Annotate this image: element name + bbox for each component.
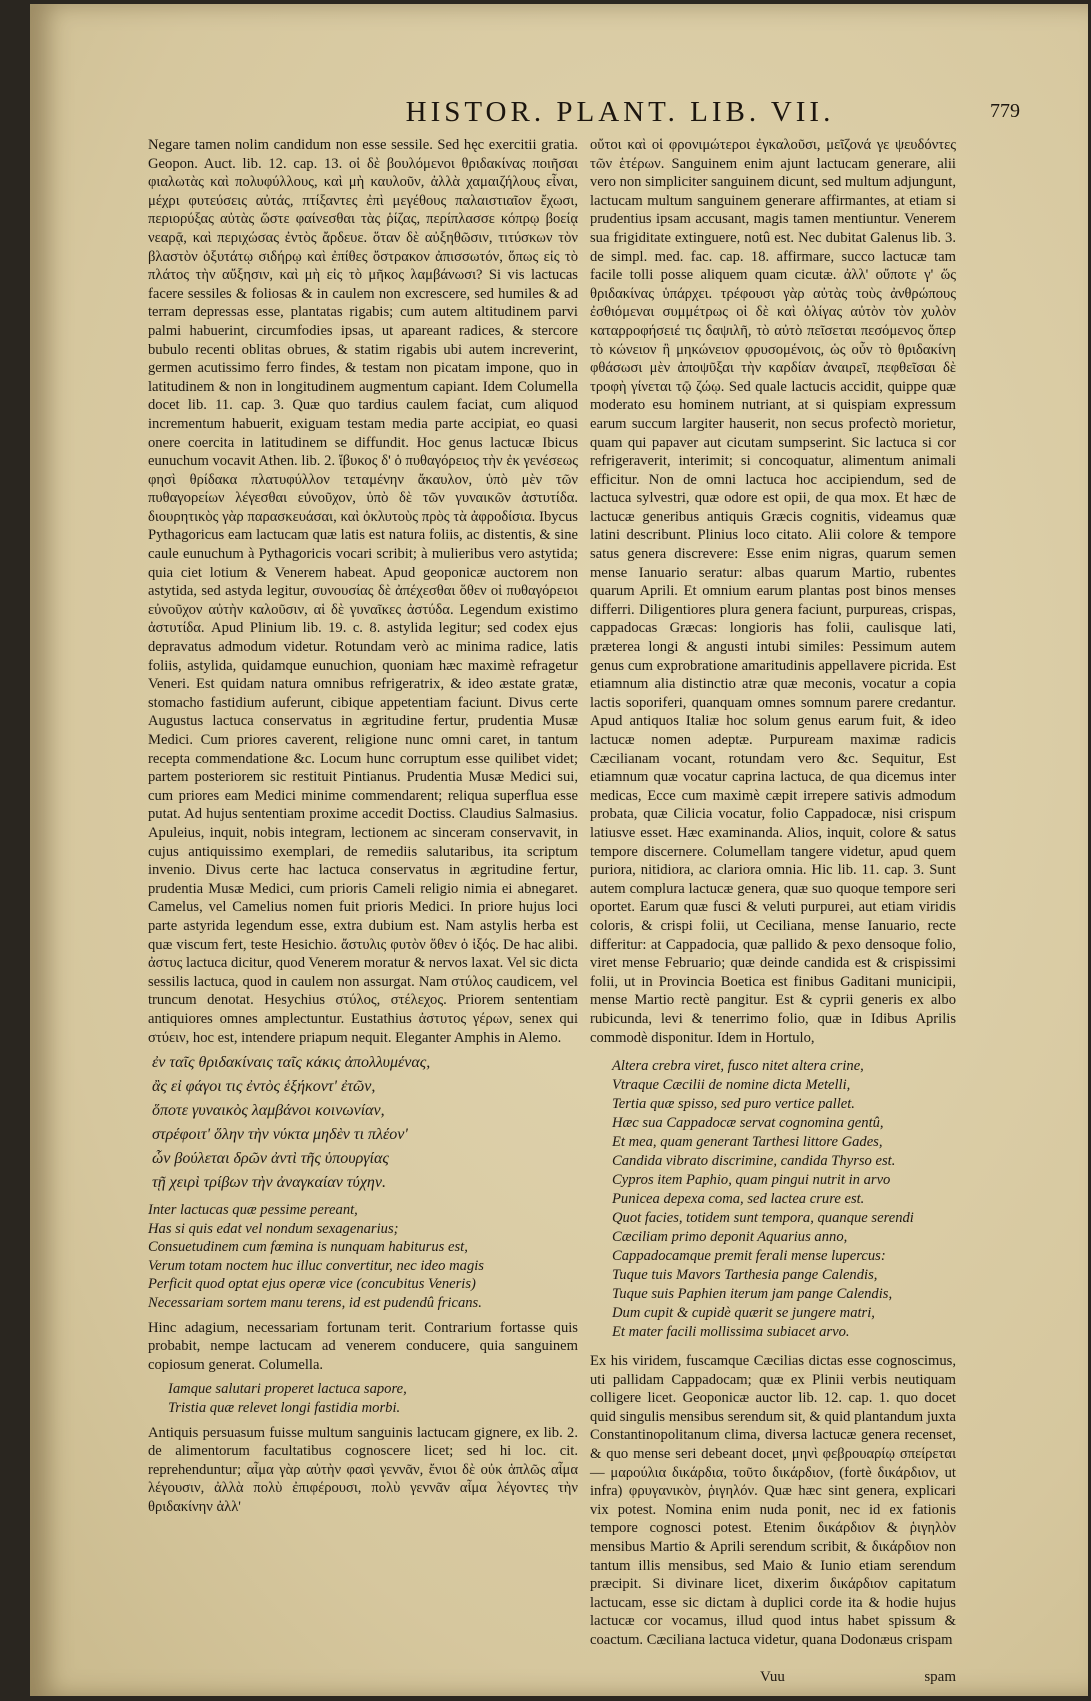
verse-line: τῇ χειρὶ τρίβων τὴν ἀναγκαίαν τύχην.: [152, 1174, 386, 1192]
book-page: [30, 4, 1088, 1696]
verse-line: Verum totam noctem huc illuc convertitur, nec ideo magis: [148, 1257, 484, 1274]
verse-line: Et mea, quam generant Tarthesi littore Gades,: [612, 1134, 883, 1151]
verse-line: Dum cupit & cupidè quærit se jungere matri,: [612, 1305, 875, 1322]
verse-line: Hæc sua Cappadocæ servat cognomina gentû,: [612, 1115, 884, 1132]
verse-line: Cæciliam primo deponit Aquarius anno,: [612, 1229, 848, 1246]
latin-verse: [148, 1201, 578, 1313]
verse-line: Inter lactucas quæ pessime pereant,: [148, 1202, 358, 1219]
verse-line: Tristia quæ relevet longi fastidia morbi.: [168, 1400, 401, 1417]
verse-line: Tuque suis Paphien iterum jam pange Calendis,: [612, 1286, 893, 1303]
page-footer: [590, 1669, 956, 1689]
verse-line: Quot facies, totidem sunt tempora, quanque serendi: [612, 1210, 914, 1227]
verse-line: Has si quis edat vel nondum sexagenarius;: [148, 1220, 399, 1237]
verse-line: ὅποτε γυναικὸς λαμβάνοι κοινωνίαν,: [152, 1102, 385, 1120]
verse-line: στρέφοιτ' ὅλην τὴν νύκτα μηδὲν τι πλέον': [152, 1126, 408, 1144]
verse-line: Tuque tuis Mavors Tarthesia pange Calendis,: [612, 1267, 878, 1284]
verse-line: Et mater facili mollissima subiacet arvo.: [612, 1324, 850, 1341]
catchword: spam: [924, 1669, 956, 1685]
columella-verse: [168, 1380, 578, 1417]
signature-mark: Vuu: [760, 1669, 785, 1685]
verse-line: Vtraque Cæcilii de nomine dicta Metelli,: [612, 1077, 851, 1094]
left-column: [148, 136, 578, 1517]
verse-line: Punicea depexa coma, sed lactea crure est.: [612, 1191, 865, 1208]
verse-line: Necessariam sortem manu terens, id est pudendû fricans.: [148, 1295, 482, 1312]
left-paragraph: Negare tamen nolim candidum non esse sessile. Sed hęc exercitii gratia. Geopon. Auct. lib. 12. cap. 13. οἱ δὲ βουλόμενοι θριδακίνας ποιῆσαι φιαλωτὰς καὶ πολυφύλλους, καὶ μὴ καυλοῦν, ἀλλὰ χαμαιζήλους εἶναι, μέχρι φυτεύσεις αὐτάς, πτίξαντες ἐπὶ μεγέθους παλαιστιαῖον ἔχωσι, περιορύξας αὐτὰς ὥστε φαίνεσθαι τὰς ῥίζας, περίπλασσε κόπρῳ βοείᾳ νεαρᾷ, καὶ περιχώσας ἐντὸς ἄρδευε. ὅταν δὲ αὐξηθῶσιν, τιτύσκων τὸν βλαστὸν ὀξυτάτῳ σιδήρῳ καὶ ἐπίθες ὄστρακον ἀπισσωτόν, ὅπως εἰς τὸ πλάτος τὴν αὔξησιν, καὶ μὴ εἰς τὸ μῆκος λαμβάνωσι? Si vis lactucas facere sessiles & foliosas & in caulem non excrescere, sed humiles & ad terram depressas esse, plantatas rigabis; cum autem altitudinem parvi palmi habuerint, circumfodies ipsas, ut apareant radices, & stercore bubulo recenti oblitas obrues, & statim rigabis ubi autem increverint, germen acutissimo ferro findes, & testam non picatam impone, quo in latitudinem & non in longitudinem augmentum capiant. Idem Columella docet lib. 11. cap. 3. Quæ quo tardius caulem faciat, cum aliquod incrementum habuerit, exiguam testam media parte accipiat, eo quasi onere coercita in latitudinem se diffundit. Hoc genus lactucæ Ibicus eunuchum vocavit Athen. lib. 2. ἴβυκος δ' ὁ πυθαγόρειος τὴν ἐκ γενέσεως φησὶ θρίδακα πλατυφύλλον τεταμένην ἄκαυλον, ὑπὸ μὲν τῶν πυθαγορείων λέγεσθαι εὐνοῦχον, ὑπὸ δὲ τῶν γυναικῶν ἀστυτίδα. διουρητικὸς γὰρ παρασκευάσαι, καὶ ὀκλυτοὺς πρὸς τὰ ἀφροδίσια. Ibycus Pythagoricus eam lactucam quæ latis est natura foliis, ac distentis, & sine caule eunuchum à Pythagoricis vocari scribit; à mulieribus vero astytida; quia ciet lotium & Venerem habeat. Apud geoponicæ auctorem non astytida, sed astyda legitur, συνουσίας δὲ ἀπέχεσθαι ὅθεν οἱ πυθαγόρειοι εὐνοῦχον αὐτὴν καλοῦσιν, αἱ δὲ γυναῖκες ἀστύδα. Legendum existimo ἀστυτίδα. Apud Plinium lib. 19. c. 8. astylida legitur; sed codex ejus depravatus admodum videtur. Rotundam verò ac minima radice, latis foliis, astylida, quidamque eunuchion, quoniam hæc maximè refragetur Veneri. Est quidam natura omnibus refrigeratrix, & ideo æstate gratæ, stomacho fastidium auferunt, cibique appetentiam faciunt. Divus certe Augustus lactuca conservatus in ægritudine fertur, prudentia Musæ Medici. Cum priores caverent, religione nunc omni caret, in tantum recepta commendatione &c. Locum hunc corruptum esse quilibet videt; partem posteriorem sic restituit Pintianus. Prudentia Musæ Medici sui, cum priores eam Medici minime commendarent; reliqua superflua esse putat. Ad hujus sententiam proxime accedit Doctiss. Claudius Salmasius. Apuleius, inquit, nobis integram, lectionem ac sinceram conservavit, in cujus antiquissimo exemplari, de remediis salutaribus, ita scriptum invenio. Divus certe hac lactuca conservatus in ægritudine fertur, prudentia Musæ Medici, cum prioris Cameli religio nimia ei abnegaret. Camelus, vel Camelius nomen fuit prioris Medici. In priore hujus loci parte astyrida legendum esse, extra dubium est. Nam astylis herba est quæ viscum fert, teste Hesichio. ἄστυλις φυτὸν ὅθεν ὁ ἰξός. De hac alibi. ἀστυς lactuca dicitur, quod Venerem moratur & nervos laxat. Vel sic dicta sessilis lactuca, quod in caulem non assurgat. Nam στύλος caudicem, vel truncum denotat. Hesychius στύλος, στέλεχος. Priorem sententiam antiquiores omnes amplectuntur. Eustathius ἀστυτος γέρων, senex qui στύειν, hoc est, intendere priapum nequit. Eleganter Amphis in Alemo.: [148, 137, 579, 1046]
right-column: [590, 136, 956, 1650]
hortulus-verse: [612, 1057, 956, 1342]
verse-line: Altera crebra viret, fusco nitet altera crine,: [612, 1058, 864, 1075]
verse-line: Candida vibrato discrimine, candida Thyrso est.: [612, 1153, 896, 1170]
page-number: 779: [990, 100, 1020, 122]
right-paragraph: οὔτοι καὶ οἱ φρονιμώτεροι ἐγκαλοῦσι, μεῖζονά γε ψευδόντες τῶν ἑτέρων. Sanguinem enim ajunt lactucam generare, alii vero non simpliciter sanguinem dicunt, sed multum adjungunt, lactucam multum sanguinem generare affirmantes, at etiam si prudentius ipsam accusant, magis tamen mentiuntur. Venerem sua frigiditate extinguere, notû est. Nec dubitat Galenus lib. 3. de simpl. med. fac. cap. 18. affirmare, succo lactucæ tam facile tolli posse aliquem quam cicutæ. ἀλλ' οὔποτε γ' ὥς θριδακίνας ὑπάρχει. τρέφουσι γὰρ αὐτὰς τοὺς ἀνθρώπους ἐσθιόμεναι συμμέτρως οἱ δὲ καὶ ὀλίγας αὐτὸν τὸν χυλὸν καταρροφήσειέ τις δαψιλῆ, τὸ αὐτὸ πεῖσεται πεσόμενος ὅπερ τὸ κώνειον ἢ μηκώνειον φρυσομένοις, ὡς οὖν τὸ θριδακίνη φθάσωσι μὲν ἀποψῦξαι τὴν καρδίαν ἀναιρεῖ, πεφθεῖσαι δὲ τροφὴ γίνεται τῷ ζώῳ. Sed quale lactucis accidit, quippe quæ moderato esu hominem nutriant, at si quispiam expressum earum succum largiter hauserit, non secus profectò morietur, quam qui papaver aut cicutam sumpserint. Sic lactuca si cor refrigeraverit, interimit; si concoquatur, alimentum animali efficitur. Non de omni lactuca hoc accipiendum, sed de lactuca sylvestri, quæ odore est opii, de qua mox. Et hæc de lactucæ generibus antiquis Græcis cognitis, videamus quæ latini describunt. Plinius loco citato. Alii colore & tempore satus genera discrevere: Esse enim nigras, quarum semen mense Ianuario seratur: albas quarum Martio, rubentes quarum Aprili. Et omnium earum plantas post binos menses differri. Diligentiores plura genera faciunt, purpureas, crispas, cappadocas Græcas: longioris has folii, caulisque lati, præterea longi & angusti intubi similes: Pessimum autem genus cum exprobratione amaritudinis appellavere picrida. Est etiamnum alia distinctio atræ quæ meconis, vocatur a copia lactis soporiferi, quanquam omnes somnum parere credantur. Apud antiquos Italiæ hoc solum genus earum fuit, & ideo lactucæ nomen adeptæ. Purpuream maximæ radicis Cæcilianam vocant, rotundam vero &c. Sequitur, Est etiamnum quæ vocatur caprina lactuca, de qua dicemus inter medicas, Ecce cum maximè cæpit irrepere sativis admodum probata, quæ Cilicia vocatur, folio Cappadocæ, nisi crispum latiusve esset. Hæc examinanda. Alios, inquit, colore & satus tempore discernere. Columellam tangere videtur, apud quem puriora, nitidiora, ac clariora omnia. Hic lib. 11. cap. 3. Sunt autem complura lactucæ genera, quæ suo quoque tempore seri oportet. Earum quæ fusci & veluti purpurei, aut etiam viridis coloris, & crispi folii, ut Ceciliana, mense Ianuario, recte differitur: at Cappadocia, quæ pallido & pexo densoque folio, viret mense Februario; quæ deinde candida est & crispissimi folii, ut in Provincia Boetica est finibus Gaditani municipii, mense Martio rectè pangitur. Est & cyprii generis ex albo rubicunda, levi & tenerrimo folio, quæ in Idibus Aprilis commodè disponitur. Idem in Hortulo,: [590, 137, 957, 1046]
left-paragraph: Hinc adagium, necessariam fortunam terit. Contrarium fortasse quis probabit, nempe lactucam ad venerem conducere, quia sanguinem copiosum generat. Columella.: [148, 1319, 578, 1373]
running-title: HISTOR. PLANT. LIB. VII.: [405, 96, 835, 128]
verse-line: Cypros item Paphio, quam pingui nutrit in arvo: [612, 1172, 891, 1189]
greek-verse: [152, 1051, 578, 1195]
right-paragraph: Ex his viridem, fuscamque Cæcilias dictas esse cognoscimus, uti pallidam Cappadocam; quæ ex Plinii verbis neutiquam colligere licet. Geoponicæ auctor lib. 12. cap. 1. quo docet quid singulis mensibus serendum sit, & quid plantandum juxta Constantinopolitanum clima, diversa lactucæ genera recenset, & quo mense seri debeant docet, μηνὶ φεβρουαρίῳ σπείρεται — μαρούλια δικάρδια, τοῦτο δικάρδιον, (fortè δικάρδιον, ut infra) φρυγανικὸν, ῥιγηλόν. Quæ hæc sint genera, explicari vix potest. Nomina enim nuda ponit, nec id ex fationis tempore cognosci potest. Etenim δικάρδιον & ῥιγηλὸν mensibus Martio & Aprili serendum scribit, & δικάρδιον non tantum illis mensibus, sed Maio & Iunio etiam serendum præcipit. Si divinare licet, dixerim δικάρδιον capitatum lactucam, esse sic dictam à duplici corde ita & hodie hujus lactucæ cor vocamus, illud quod intus habet spissum & coactum. Cæciliana lactuca videtur, quana Dodonæus crispam: [590, 1353, 956, 1648]
verse-line: Consuetudinem cum fœmina is nunquam habiturus est,: [148, 1239, 468, 1256]
verse-line: Iamque salutari properet lactuca sapore,: [168, 1381, 407, 1398]
verse-line: Perficit quod optat ejus operæ vice (concubitus Veneris): [148, 1276, 476, 1293]
left-paragraph: Antiquis persuasum fuisse multum sanguinis lactucam gignere, ex lib. 2. de alimentorum facultatibus cognoscere licet; sed hi loc. cit. reprehenduntur; αἷμα γὰρ αὐτὴν φασὶ γεννᾶν, ἔνιοι δὲ οὐκ ἁπλῶς αἷμα λέγουσιν, ἀλλὰ πολὺ ἐπιφέρουσι, πολὺ γεννᾶν αἷμα λέγοντες τὴν θριδακίνην ἀλλ': [148, 1424, 578, 1515]
verse-line: ἐν ταῖς θριδακίναις ταῖς κάκις ἀπολλυμένας,: [152, 1054, 431, 1072]
verse-line: ἂς εἰ φάγοι τις ἐντὸς ἑξήκοντ' ἐτῶν,: [152, 1078, 376, 1096]
verse-line: Tertia quæ spisso, sed puro vertice pallet.: [612, 1096, 855, 1113]
verse-line: ὧν βούλεται δρῶν ἀντὶ τῆς ὑπουργίας: [152, 1150, 389, 1168]
verse-line: Cappadocamque premit ferali mense lupercus:: [612, 1248, 886, 1265]
